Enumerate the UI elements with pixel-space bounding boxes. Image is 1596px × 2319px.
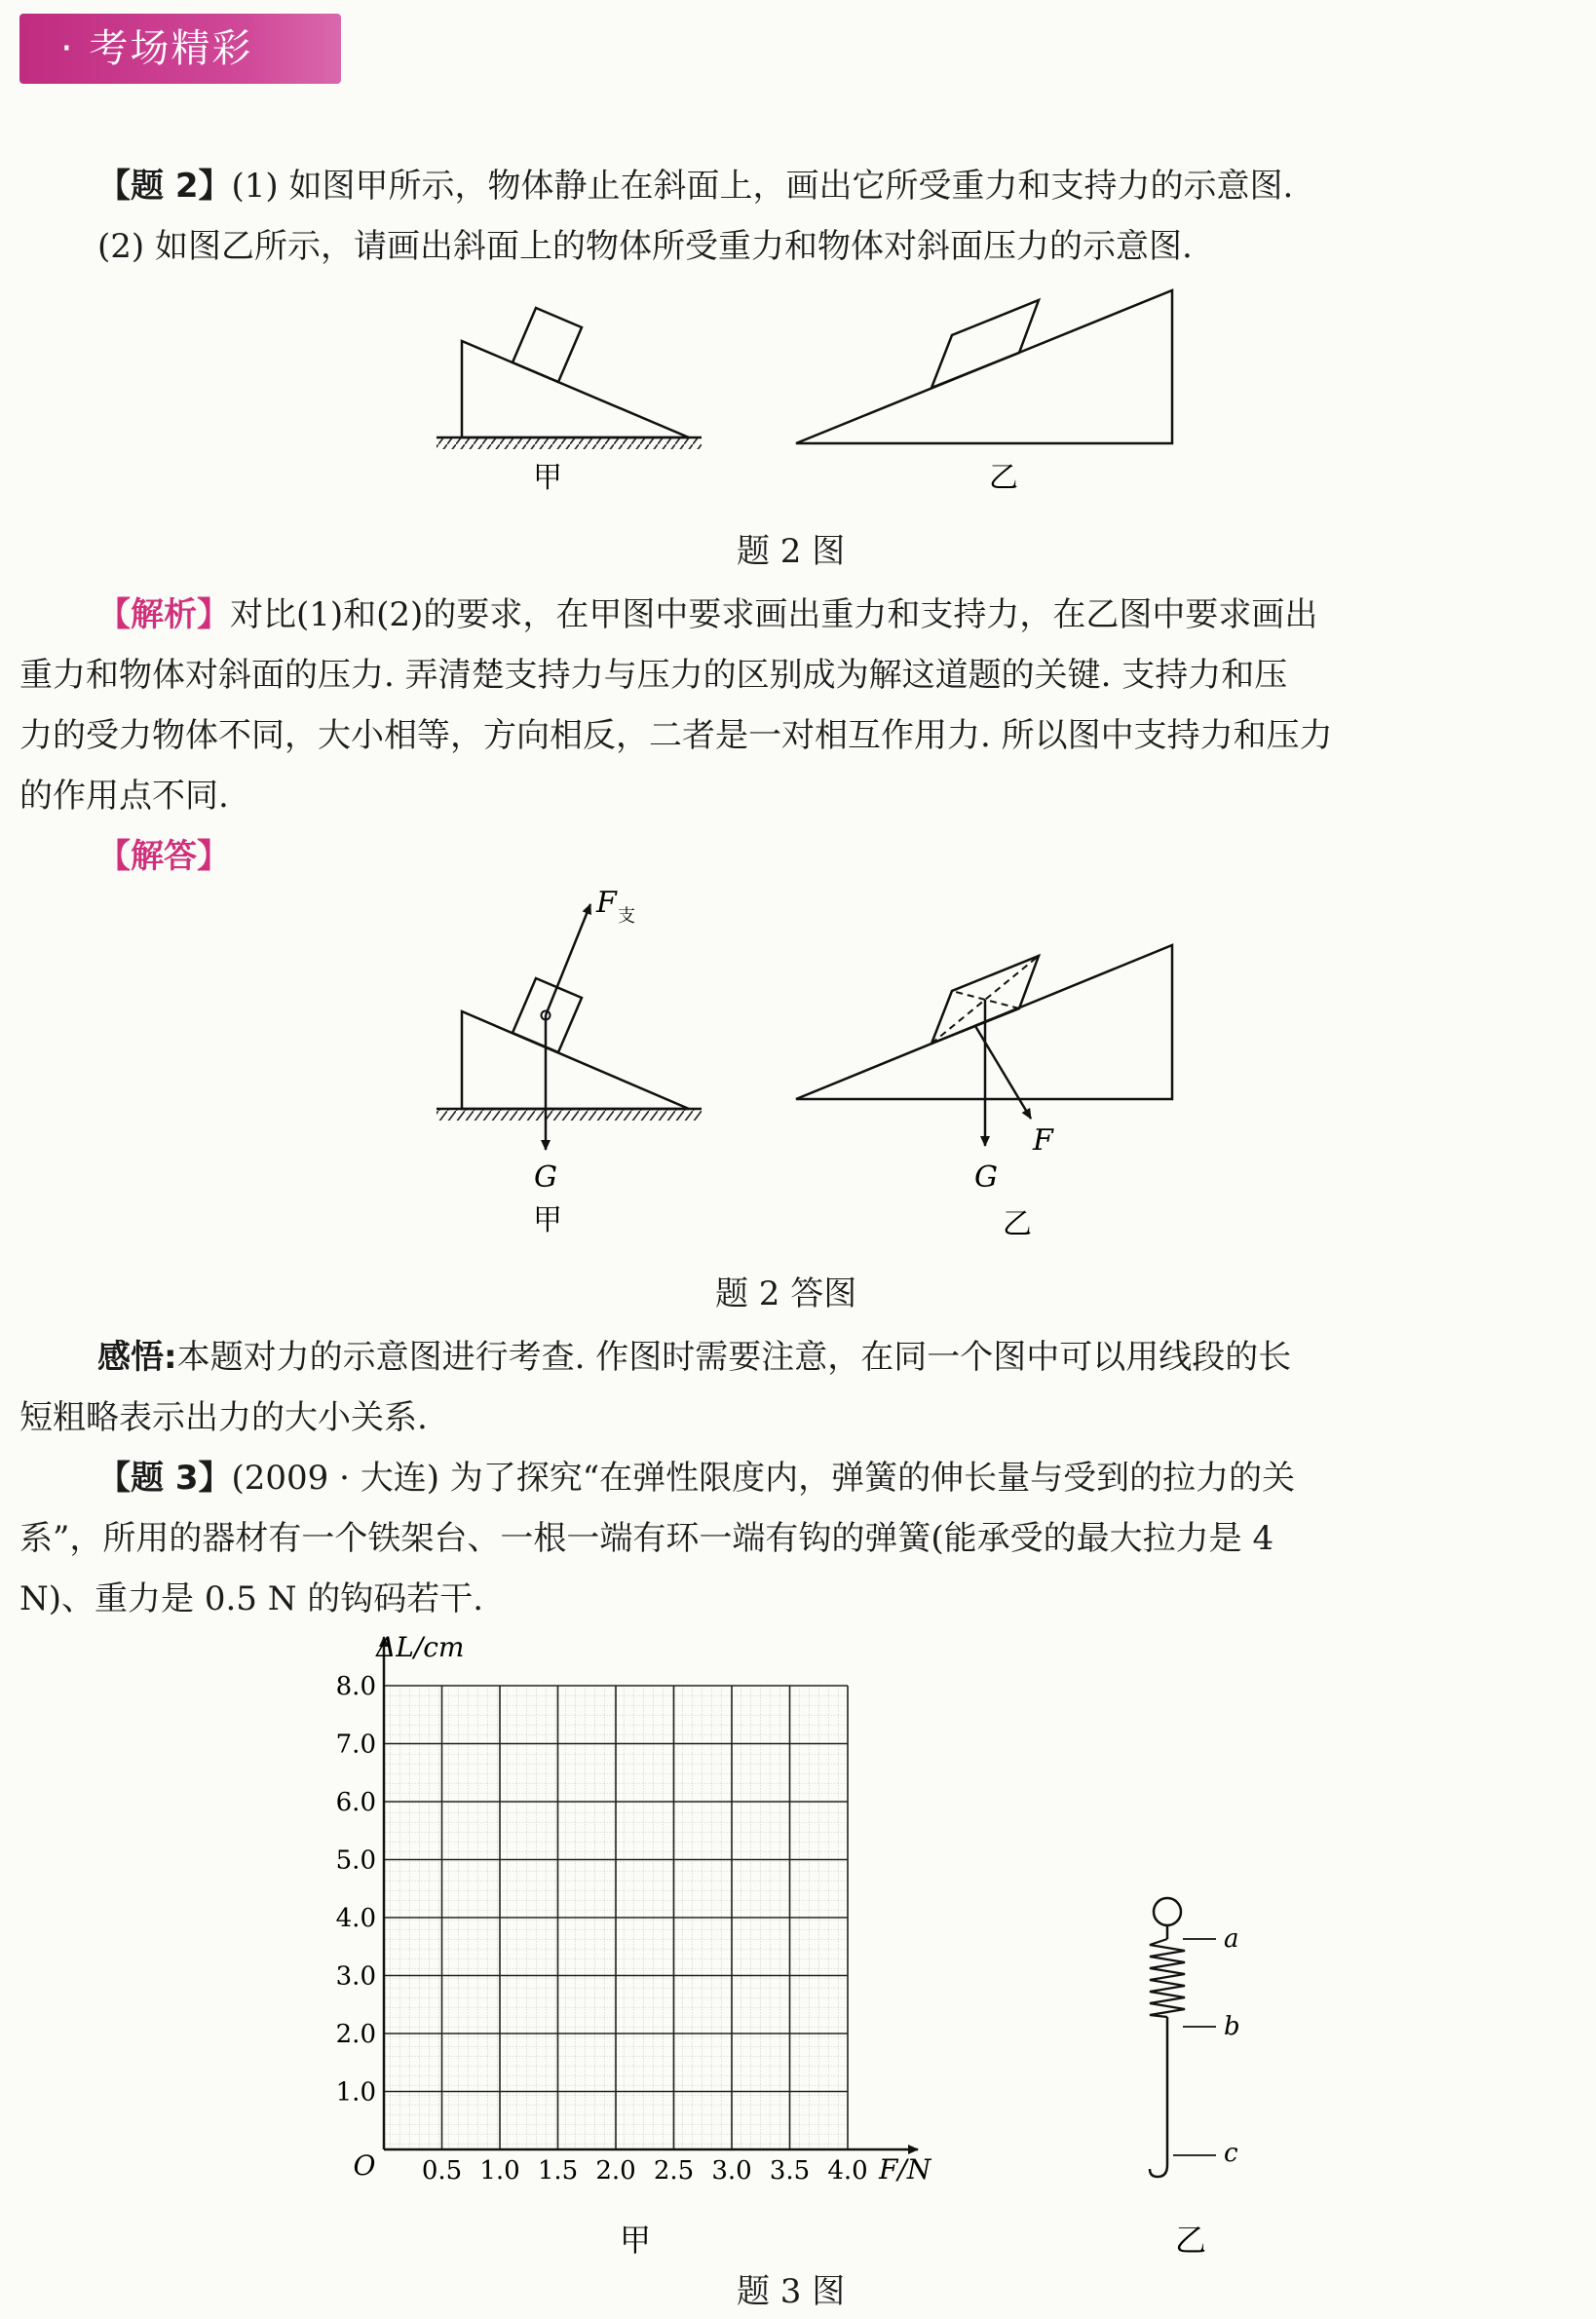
force-support-label: F xyxy=(596,886,617,920)
answer-figure-caption: 题 2 答图 xyxy=(715,1274,857,1313)
answer-figure-jia xyxy=(437,904,702,1150)
incline-jia xyxy=(437,308,702,449)
q3-figure-caption: 题 3 图 xyxy=(737,2272,846,2311)
spring-label-b: b xyxy=(1224,2012,1240,2041)
x-tick-label: 1.0 xyxy=(479,2156,520,2186)
gravity-label-jia: G xyxy=(534,1160,557,1195)
q3-tag: 【题 3】 xyxy=(97,1459,232,1498)
answer-tag: 【解答】 xyxy=(97,837,230,876)
insight-line-1 xyxy=(97,1327,1291,1388)
support-force-arrow xyxy=(546,904,590,1015)
y-tick-label: 1.0 xyxy=(335,2077,376,2108)
y-tick-label: 5.0 xyxy=(335,1845,376,1876)
analysis-text-1: 对比(1)和(2)的要求，在甲图中要求画出重力和支持力，在乙图中要求画出 xyxy=(230,595,1318,634)
q2-fig-label-jia: 甲 xyxy=(533,461,562,495)
q2-figure-caption: 题 2 图 xyxy=(737,532,846,571)
x-tick-label: 3.0 xyxy=(711,2156,752,2186)
analysis-tag: 【解析】 xyxy=(97,595,230,634)
y-tick-label: 6.0 xyxy=(335,1788,376,1817)
q2-text-1: (1) 如图甲所示，物体静止在斜面上，画出它所受重力和支持力的示意图. xyxy=(231,167,1294,206)
q3-line-1 xyxy=(97,1448,1295,1508)
insight-tag: 感悟: xyxy=(97,1338,177,1377)
x-axis-title: F/N xyxy=(879,2153,931,2186)
pressure-label: F xyxy=(1033,1123,1053,1158)
analysis-line-1 xyxy=(97,585,1317,645)
insight-line-2: 短粗略表示出力的大小关系. xyxy=(19,1398,428,1437)
x-tick-label: 3.5 xyxy=(769,2156,811,2186)
q3-line-3: N)、重力是 0.5 N 的钩码若干. xyxy=(19,1579,484,1618)
spring-label-c: c xyxy=(1224,2139,1238,2168)
analysis-line-3: 力的受力物体不同，大小相等，方向相反，二者是一对相互作用力. 所以图中支持力和压力 xyxy=(19,716,1333,755)
q3-fig-label-yi: 乙 xyxy=(1174,2222,1207,2259)
y-tick-label: 8.0 xyxy=(335,1672,376,1701)
incline-yi xyxy=(796,290,1172,443)
gravity-label-yi: G xyxy=(974,1160,998,1195)
y-tick-label: 4.0 xyxy=(335,1904,376,1933)
insight-text-1: 本题对力的示意图进行考查. 作图时需要注意，在同一个图中可以用线段的长 xyxy=(176,1338,1292,1377)
q2-fig-label-yi: 乙 xyxy=(989,461,1018,495)
y-tick-label: 2.0 xyxy=(335,2020,376,2049)
q2-line-2: (2) 如图乙所示，请画出斜面上的物体所受重力和物体对斜面压力的示意图. xyxy=(97,227,1193,266)
graph-paper-chart xyxy=(336,1637,918,2186)
x-tick-label: 0.5 xyxy=(421,2156,463,2186)
x-tick-label: 2.0 xyxy=(595,2156,636,2186)
x-tick-label: 4.0 xyxy=(827,2156,868,2186)
spring-coil xyxy=(1150,1939,1185,2017)
section-title: · 考场精彩 xyxy=(60,26,253,71)
x-tick-label: 1.5 xyxy=(537,2156,579,2186)
answer-heading xyxy=(97,826,230,887)
spring-figure xyxy=(1150,1898,1216,2177)
pressure-arrow xyxy=(975,1026,1031,1119)
analysis-line-2: 重力和物体对斜面的压力. 弄清楚支持力与压力的区别成为解这道题的关键. 支持力和压 xyxy=(19,656,1288,695)
block-yi xyxy=(931,300,1039,388)
q3-text-1: (2009 · 大连) 为了探究“在弹性限度内，弹簧的伸长量与受到的拉力的关 xyxy=(231,1459,1296,1498)
spring-label-a: a xyxy=(1224,1924,1239,1954)
answer-fig-label-jia: 甲 xyxy=(533,1203,562,1237)
q2-tag: 【题 2】 xyxy=(97,167,232,206)
force-support-sub: 支 xyxy=(618,906,635,927)
x-tick-label: 2.5 xyxy=(653,2156,695,2186)
y-axis-title: ΔL/cm xyxy=(376,1631,465,1663)
q3-fig-label-jia: 甲 xyxy=(619,2222,652,2259)
q3-line-2: 系”，所用的器材有一个铁架台、一根一端有环一端有钩的弹簧(能承受的最大拉力是 4 xyxy=(19,1519,1274,1558)
answer-fig-label-yi: 乙 xyxy=(1003,1207,1032,1241)
analysis-line-4: 的作用点不同. xyxy=(19,777,229,816)
y-tick-label: 3.0 xyxy=(335,1961,376,1992)
origin-label: O xyxy=(353,2149,376,2182)
block-jia xyxy=(513,308,582,382)
answer-figure-yi xyxy=(796,945,1172,1146)
y-tick-label: 7.0 xyxy=(335,1730,376,1760)
